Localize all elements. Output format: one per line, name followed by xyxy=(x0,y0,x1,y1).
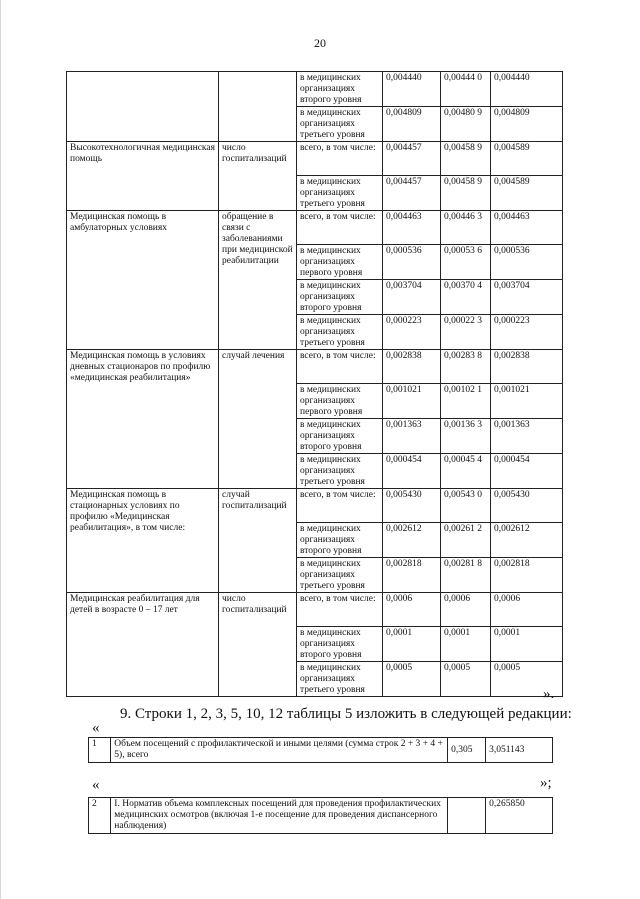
value-cell: 0,0006 xyxy=(441,593,491,627)
unit-cell: число госпитализаций xyxy=(219,142,297,211)
closing-quote: »; xyxy=(540,775,552,791)
care-type-cell xyxy=(67,72,219,142)
care-type-cell: Медицинская реабилитация для детей в возрасте 0 – 17 лет xyxy=(67,593,219,697)
value-cell: 0,000536 xyxy=(491,245,563,280)
level-cell: в медицинских организациях третьего уровня xyxy=(297,315,383,350)
value-cell: 0,004463 xyxy=(383,211,441,245)
value-cell: 0,00543 0 xyxy=(441,489,491,523)
table-row xyxy=(67,350,563,384)
unit-cell: случай лечения xyxy=(219,350,297,489)
level-cell: в медицинских организациях второго уровня xyxy=(297,419,383,454)
level-cell: в медицинских организациях третьего уровня xyxy=(297,107,383,142)
level-cell: в медицинских организациях второго уровня xyxy=(297,627,383,662)
value-cell: 0,00458 9 xyxy=(441,176,491,211)
value-cell: 0,00102 1 xyxy=(441,384,491,419)
value-cell: 0,000454 xyxy=(491,454,563,489)
value-cell: 0,004440 xyxy=(491,72,563,107)
level-cell: всего, в том числе: xyxy=(297,489,383,523)
value-cell: 0,0006 xyxy=(383,593,441,627)
value-cell: 0,002818 xyxy=(383,558,441,593)
level-cell: в медицинских организациях третьего уровня xyxy=(297,662,383,697)
value-cell: 0,00261 2 xyxy=(441,523,491,558)
value-cell: 0,00022 3 xyxy=(441,315,491,350)
value-cell: 0,0005 xyxy=(383,662,441,697)
unit-cell: обращение в связи с заболеваниями при медицинской реабилитации xyxy=(219,211,297,350)
table5-row-1 xyxy=(88,737,553,763)
level-cell: всего, в том числе: xyxy=(297,350,383,384)
opening-quote: « xyxy=(92,720,100,736)
value-cell: 0,004589 xyxy=(491,176,563,211)
value-cell: 0,004809 xyxy=(491,107,563,142)
level-cell: всего, в том числе: xyxy=(297,593,383,627)
table-row xyxy=(67,211,563,245)
scan-edge xyxy=(0,0,1,899)
value-cell: 0,003704 xyxy=(383,280,441,315)
value-cell: 0,005430 xyxy=(383,489,441,523)
opening-quote: « xyxy=(92,777,100,793)
row-value-2: 0,265850 xyxy=(486,798,553,834)
value-cell: 0,004589 xyxy=(491,142,563,176)
table-row xyxy=(67,593,563,627)
care-type-cell: Медицинская помощь в условиях дневных стационаров по профилю «медицинская реабилитация» xyxy=(67,350,219,489)
level-cell: в медицинских организациях второго уровня xyxy=(297,72,383,107)
value-cell: 0,00045 4 xyxy=(441,454,491,489)
value-cell: 0,00370 4 xyxy=(441,280,491,315)
row-text: Объем посещений с профилактической и иными целями (сумма строк 2 + 3 + 4 + 5), всего xyxy=(111,738,448,763)
value-cell: 0,0001 xyxy=(383,627,441,662)
value-cell: 0,004440 xyxy=(383,72,441,107)
value-cell: 0,002838 xyxy=(491,350,563,384)
value-cell: 0,00053 6 xyxy=(441,245,491,280)
value-cell: 0,0001 xyxy=(441,627,491,662)
value-cell: 0,0006 xyxy=(491,593,563,627)
value-cell: 0,00458 9 xyxy=(441,142,491,176)
table-row xyxy=(89,798,553,834)
care-type-cell: Медицинская помощь в амбулаторных условиях xyxy=(67,211,219,350)
value-cell: 0,002612 xyxy=(383,523,441,558)
level-cell: всего, в том числе: xyxy=(297,211,383,245)
row-text: I. Норматив объема комплексных посещений для проведения профилактических медицинских осмотров (включая 1-е посещение для проведения диспансерного наблюдения) xyxy=(111,798,448,834)
table-row xyxy=(67,142,563,176)
value-cell: 0,004457 xyxy=(383,176,441,211)
unit-cell: случай госпитализаций xyxy=(219,489,297,593)
value-cell: 0,00444 0 xyxy=(441,72,491,107)
value-cell: 0,00480 9 xyxy=(441,107,491,142)
value-cell: 0,005430 xyxy=(491,489,563,523)
row-number: 2 xyxy=(89,798,111,834)
level-cell: в медицинских организациях второго уровня xyxy=(297,280,383,315)
norms-table xyxy=(66,71,563,697)
value-cell: 0,002612 xyxy=(491,523,563,558)
value-cell: 0,002818 xyxy=(491,558,563,593)
value-cell: 0,000536 xyxy=(383,245,441,280)
value-cell: 0,001021 xyxy=(383,384,441,419)
value-cell: 0,000223 xyxy=(491,315,563,350)
care-type-cell: Высокотехнологичная медицинская помощь xyxy=(67,142,219,211)
value-cell: 0,000454 xyxy=(383,454,441,489)
level-cell: в медицинских организациях третьего уровня xyxy=(297,176,383,211)
level-cell: в медицинских организациях первого уровня xyxy=(297,384,383,419)
value-cell: 0,00283 8 xyxy=(441,350,491,384)
table-row xyxy=(67,72,563,107)
section-heading: 9. Строки 1, 2, 3, 5, 10, 12 таблицы 5 изложить в следующей редакции: xyxy=(120,706,572,722)
care-type-cell: Медицинская помощь в стационарных условиях по профилю «Медицинская реабилитация», в том числе: xyxy=(67,489,219,593)
value-cell: 0,001363 xyxy=(383,419,441,454)
value-cell: 0,00136 3 xyxy=(441,419,491,454)
row-value-2: 3,051143 xyxy=(486,738,553,763)
value-cell: 0,001021 xyxy=(491,384,563,419)
value-cell: 0,00281 8 xyxy=(441,558,491,593)
value-cell: 0,0005 xyxy=(441,662,491,697)
page-number: 20 xyxy=(314,36,326,50)
table-row xyxy=(67,489,563,523)
row-value-1 xyxy=(448,798,486,834)
level-cell: в медицинских организациях третьего уровня xyxy=(297,558,383,593)
value-cell: 0,004809 xyxy=(383,107,441,142)
value-cell: 0,003704 xyxy=(491,280,563,315)
row-value-1: 0,305 xyxy=(448,738,486,763)
value-cell: 0,0005 xyxy=(491,662,563,697)
value-cell: 0,004463 xyxy=(491,211,563,245)
value-cell: 0,001363 xyxy=(491,419,563,454)
level-cell: в медицинских организациях первого уровня xyxy=(297,245,383,280)
value-cell: 0,004457 xyxy=(383,142,441,176)
level-cell: всего, в том числе: xyxy=(297,142,383,176)
table-row xyxy=(89,738,553,763)
value-cell: 0,00446 3 xyxy=(441,211,491,245)
closing-quote: ». xyxy=(543,686,555,702)
level-cell: в медицинских организациях второго уровня xyxy=(297,523,383,558)
value-cell: 0,0001 xyxy=(491,627,563,662)
value-cell: 0,002838 xyxy=(383,350,441,384)
level-cell: в медицинских организациях третьего уровня xyxy=(297,454,383,489)
row-number: 1 xyxy=(89,738,111,763)
unit-cell xyxy=(219,72,297,142)
unit-cell: число госпитализаций xyxy=(219,593,297,697)
table5-row-2 xyxy=(88,797,553,834)
value-cell: 0,000223 xyxy=(383,315,441,350)
